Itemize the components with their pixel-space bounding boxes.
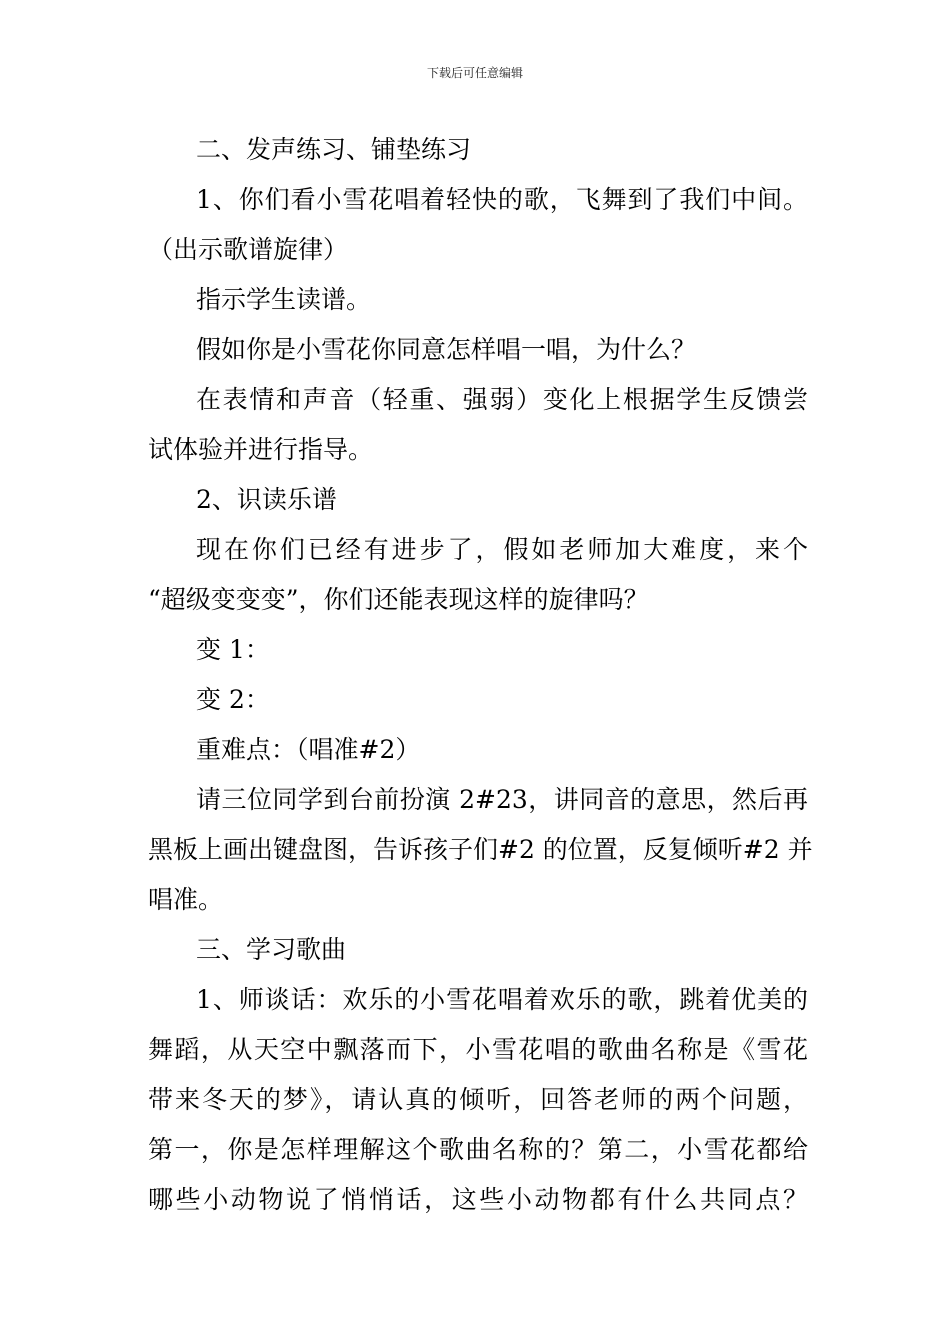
paragraph-line: 假如你是小雪花你同意怎样唱一唱，为什么？ [196, 335, 697, 364]
paragraph-line: 变 1： [196, 635, 270, 664]
paragraph-line: 黑板上画出键盘图，告诉孩子们#2 的位置，反复倾听#2 并 [148, 835, 813, 864]
paragraph-line: 指示学生读谱。 [196, 285, 372, 314]
paragraph-line: 唱准。 [148, 885, 224, 914]
paragraph-line: 现在你们已经有进步了，假如老师加大难度，来个 [196, 535, 808, 564]
section-heading-2: 二、发声练习、铺垫练习 [196, 135, 472, 164]
paragraph-line: 请三位同学到台前扮演 2#23，讲同音的意思，然后再 [196, 785, 808, 814]
paragraph-line: 1、你们看小雪花唱着轻快的歌，飞舞到了我们中间。 [196, 185, 808, 214]
section-heading-3: 三、学习歌曲 [196, 935, 347, 964]
paragraph-line: 变 2： [196, 685, 270, 714]
paragraph-line: 舞蹈，从天空中飘落而下，小雪花唱的歌曲名称是《雪花 [148, 1035, 808, 1064]
paragraph-line: 第一，你是怎样理解这个歌曲名称的？第二，小雪花都给 [148, 1135, 808, 1164]
paragraph-line: （出示歌谱旋律） [148, 235, 349, 264]
paragraph-line: 在表情和声音（轻重、强弱）变化上根据学生反馈尝 [196, 385, 808, 414]
paragraph-line: “超级变变变”，你们还能表现这样的旋律吗？ [148, 585, 649, 614]
paragraph-line: 试体验并进行指导。 [148, 435, 374, 464]
paragraph-line: 重难点：（唱准#2） [196, 735, 421, 764]
page-header: 下载后可任意编辑 [426, 66, 523, 80]
paragraph-line: 1、师谈话：欢乐的小雪花唱着欢乐的歌，跳着优美的 [196, 985, 808, 1014]
subheading: 2、识读乐谱 [196, 485, 337, 514]
paragraph-line: 哪些小动物说了悄悄话，这些小动物都有什么共同点？ [148, 1185, 808, 1214]
paragraph-line: 带来冬天的梦》，请认真的倾听，回答老师的两个问题， [148, 1085, 808, 1114]
